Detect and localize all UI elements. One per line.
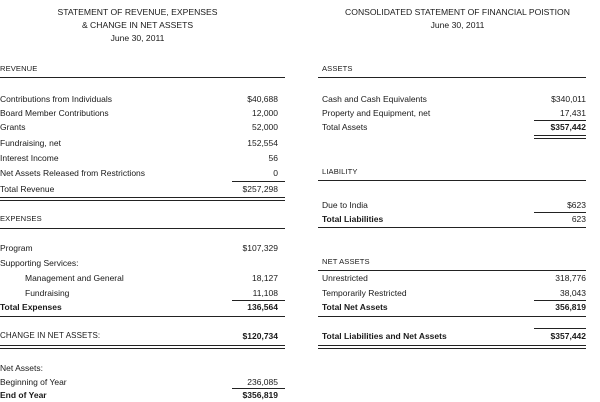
revenue-row	[0, 151, 285, 165]
revenue-row	[0, 166, 285, 180]
financial-position-title-line1: CONSOLIDATED STATEMENT OF FINANCIAL POISTION	[345, 7, 570, 17]
revenue-row	[0, 120, 285, 134]
net-assets-row	[0, 361, 285, 375]
asset-row-value: 17,431	[560, 108, 586, 118]
asset-row	[322, 92, 586, 106]
beginning-of-year-value: 236,085	[247, 377, 278, 387]
total-net-assets-label: Total Net Assets	[322, 302, 388, 312]
liability-row-label: Due to India	[322, 200, 368, 210]
total-revenue-label: Total Revenue	[0, 184, 55, 194]
revenue-row-value: $40,688	[247, 94, 278, 104]
total-liabilities-net-assets-value: $357,442	[550, 331, 586, 341]
total-net-assets-value: 356,819	[555, 302, 586, 312]
total-net-assets-rule	[318, 316, 586, 317]
total-expenses-value: 136,564	[247, 302, 278, 312]
total-net-assets-row	[322, 300, 586, 314]
unrestricted-label: Unrestricted	[322, 273, 368, 283]
revenue-row-label: Net Assets Released from Restrictions	[0, 168, 146, 178]
total-assets-label: Total Assets	[322, 122, 368, 132]
total-liabilities-label: Total Liabilities	[322, 214, 384, 224]
asset-row-label: Cash and Cash Equivalents	[322, 94, 427, 104]
total-expenses-label: Total Expenses	[0, 302, 62, 312]
expense-row-label: Supporting Services:	[0, 258, 79, 268]
total-assets-row	[322, 120, 586, 134]
net-assets-label: Net Assets:	[0, 363, 43, 373]
revenue-row-label: Fundraising, net	[0, 138, 61, 148]
revenue-row	[0, 136, 285, 150]
temporarily-restricted-value: 38,043	[560, 288, 586, 298]
revenue-row-label: Interest Income	[0, 153, 59, 163]
total-assets-double-rule	[534, 135, 586, 139]
expense-row-value: 18,127	[252, 273, 278, 283]
revenue-row-value: 0	[273, 168, 278, 178]
financial-position-title	[325, 6, 590, 32]
change-in-net-assets-value: $120,734	[242, 331, 278, 341]
end-of-year-value: $356,819	[242, 390, 278, 400]
net-assets-right-row	[322, 286, 586, 300]
revenue-row-label: Contributions from Individuals	[0, 94, 112, 104]
expenses-heading: EXPENSES	[0, 214, 42, 223]
asset-row-label: Property and Equipment, net	[322, 108, 431, 118]
revenue-row-value: 152,554	[247, 138, 278, 148]
revenue-row-value: 12,000	[252, 108, 278, 118]
expense-row	[0, 271, 285, 285]
net-assets-row	[0, 375, 285, 389]
total-expenses-row	[0, 300, 285, 314]
income-statement-title	[30, 6, 245, 45]
total-revenue-double-rule	[0, 197, 285, 201]
total-liabilities-net-assets-row	[322, 329, 586, 343]
change-double-rule	[0, 345, 285, 349]
unrestricted-value: 318,776	[555, 273, 586, 283]
revenue-row-value: 56	[268, 153, 278, 163]
revenue-row	[0, 92, 285, 106]
liability-row	[322, 198, 586, 212]
expense-row-label: Program	[0, 243, 33, 253]
temporarily-restricted-label: Temporarily Restricted	[322, 288, 407, 298]
revenue-row-value: 52,000	[252, 122, 278, 132]
net-assets-heading: NET ASSETS	[322, 257, 370, 266]
total-liabilities-row	[322, 212, 586, 226]
expense-row	[0, 256, 285, 270]
total-liabilities-rule	[318, 227, 586, 228]
total-assets-value: $357,442	[550, 122, 586, 132]
revenue-row-label: Board Member Contributions	[0, 108, 109, 118]
revenue-row-label: Grants	[0, 122, 26, 132]
expenses-heading-rule	[0, 228, 285, 229]
income-statement-title-line1: STATEMENT OF REVENUE, EXPENSES	[57, 7, 218, 17]
expense-row-value: 11,108	[252, 288, 278, 298]
liability-heading: LIABILITY	[322, 167, 358, 176]
assets-heading: ASSETS	[322, 64, 353, 73]
total-liabilities-value: 623	[571, 214, 586, 224]
total-revenue-value: $257,298	[242, 184, 278, 194]
expense-row-label: Management and General	[25, 273, 124, 283]
expense-row-label: Fundraising	[25, 288, 70, 298]
expense-row	[0, 241, 285, 255]
grand-total-double-rule	[318, 345, 586, 349]
liability-heading-rule	[318, 180, 586, 181]
income-statement-title-line2: & CHANGE IN NET ASSETS	[81, 20, 194, 30]
assets-heading-rule	[318, 77, 586, 78]
revenue-heading-rule	[0, 77, 285, 78]
revenue-row	[0, 106, 285, 120]
liability-row-value: $623	[567, 200, 586, 210]
revenue-heading: REVENUE	[0, 64, 38, 73]
expense-row-value: $107,329	[242, 243, 278, 253]
income-statement-date: June 30, 2011	[110, 33, 165, 43]
total-expenses-rule	[0, 316, 285, 317]
beginning-of-year-label: Beginning of Year	[0, 377, 67, 387]
total-revenue-row	[0, 182, 285, 196]
change-in-net-assets-row	[0, 329, 285, 343]
asset-row-value: $340,011	[551, 94, 586, 104]
asset-row	[322, 106, 586, 120]
end-of-year-label: End of Year	[0, 390, 47, 400]
total-liabilities-net-assets-label: Total Liabilities and Net Assets	[322, 331, 447, 341]
financial-position-date: June 30, 2011	[430, 20, 485, 30]
net-assets-right-row	[322, 271, 586, 285]
change-in-net-assets-label: CHANGE IN NET ASSETS:	[0, 331, 101, 340]
expense-row	[0, 286, 285, 300]
